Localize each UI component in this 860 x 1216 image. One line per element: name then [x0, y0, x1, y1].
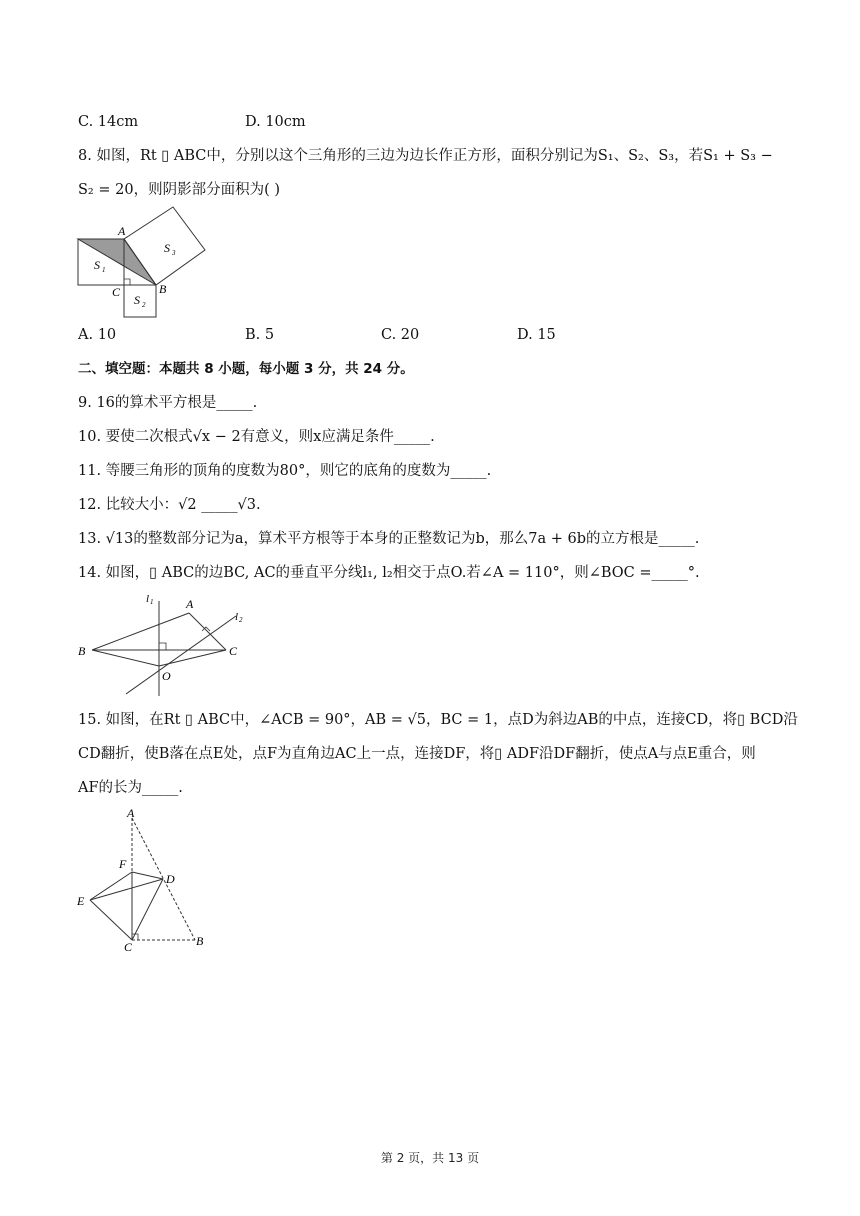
- q15-label-e: E: [77, 894, 85, 908]
- q12-text: 12. 比较大小：√2 _____√3.: [78, 497, 261, 513]
- q14-label-l1: l: [146, 593, 150, 605]
- q8-label-b: B: [159, 282, 167, 296]
- q15-label-c: C: [124, 940, 133, 954]
- section-heading: 二、填空题：本题共 8 小题，每小题 3 分，共 24 分。: [78, 361, 414, 377]
- q8-option-b: B. 5: [245, 327, 275, 343]
- q15-figure: [72, 804, 222, 958]
- q10-text: 10. 要使二次根式√x − 2有意义，则x应满足条件_____.: [78, 429, 435, 445]
- q8-label-s3: S: [164, 241, 170, 255]
- q14-label-c: C: [229, 644, 238, 658]
- q8-text-line2: S₂ = 20，则阴影部分面积为( ): [78, 182, 280, 198]
- q14-label-a: A: [186, 597, 194, 611]
- q7-option-d: D. 10cm: [245, 114, 306, 130]
- q14-label-l1-sub: 1: [150, 598, 154, 606]
- q14-text: 14. 如图，▯ ABC的边BC, AC的垂直平分线l₁, l₂相交于点O.若∠A = 110°，则∠BOC =_____°.: [78, 565, 700, 581]
- q8-label-s3-sub: 3: [172, 249, 176, 257]
- q8-label-s2: S: [134, 293, 140, 307]
- q8-label-a: A: [118, 224, 126, 238]
- q8-figure: [70, 204, 220, 324]
- q14-label-l2: l: [235, 611, 239, 623]
- q8-label-c: C: [112, 285, 121, 299]
- q8-text-line1: 8. 如图，Rt ▯ ABC中，分别以这个三角形的三边为边长作正方形，面积分别记为S₁、S₂、S₃，若S₁ + S₃ −: [78, 148, 773, 164]
- q15-text-line3: AF的长为_____.: [78, 780, 183, 796]
- q15-label-b: B: [196, 934, 204, 948]
- q8-option-d: D. 15: [517, 327, 556, 343]
- q13-text: 13. √13的整数部分记为a，算术平方根等于本身的正整数记为b，那么7a + 6b的立方根是_____.: [78, 531, 700, 547]
- q8-label-s1-sub: 1: [102, 266, 106, 274]
- q8-label-s1: S: [94, 258, 100, 272]
- q14-label-l2-sub: 2: [239, 616, 243, 624]
- q15-label-a: A: [127, 806, 135, 820]
- q8-option-a: A. 10: [78, 327, 117, 343]
- q15-text-line1: 15. 如图，在Rt ▯ ABC中，∠ACB = 90°，AB = √5，BC = 1，点D为斜边AB的中点，连接CD，将▯ BCD沿: [78, 712, 798, 728]
- q14-figure: [74, 588, 254, 704]
- q14-label-b: B: [78, 644, 86, 658]
- q9-text: 9. 16的算术平方根是_____.: [78, 395, 258, 411]
- q15-label-f: F: [119, 857, 127, 871]
- q15-text-line2: CD翻折，使B落在点E处，点F为直角边AC上一点，连接DF，将▯ ADF沿DF翻折，使点A与点E重合，则: [78, 746, 756, 762]
- q15-label-d: D: [166, 872, 175, 886]
- page-footer: 第 2 页，共 13 页: [380, 1151, 480, 1165]
- q8-option-c: C. 20: [381, 327, 420, 343]
- q14-label-o: O: [162, 669, 171, 683]
- q7-option-c: C. 14cm: [78, 114, 139, 130]
- q11-text: 11. 等腰三角形的顶角的度数为80°，则它的底角的度数为_____.: [78, 463, 492, 479]
- q8-label-s2-sub: 2: [142, 301, 146, 309]
